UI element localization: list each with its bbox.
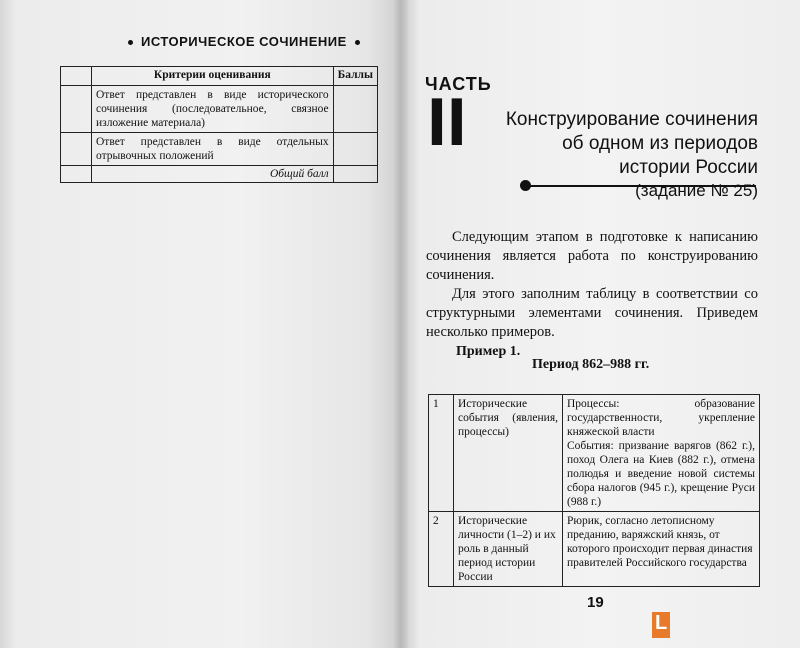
row-number: 1: [429, 395, 454, 512]
example-label: Пример 1.: [456, 344, 521, 359]
criteria-cell: Ответ представлен в виде отдельных отрывочных положений: [92, 133, 334, 166]
book-spine: [394, 0, 408, 648]
num-cell: [61, 166, 92, 183]
paragraph-1: Следующим этапом в подготовке к написанию сочинения является работа по конструированию сочинения.: [426, 229, 758, 283]
page-number: 19: [587, 594, 604, 611]
row-label: Исторические личности (1–2) и их роль в данный период истории России: [454, 512, 563, 587]
bullet-icon: [355, 40, 360, 45]
table-row: [61, 86, 378, 133]
score-cell: [333, 86, 377, 133]
header-num-cell: [61, 67, 92, 86]
chapter-title: Конструирование сочинения об одном из периодов истории России: [505, 109, 758, 178]
part-numeral: II: [427, 84, 467, 160]
row-number: 2: [429, 512, 454, 587]
part-word: ЧАСТЬ: [425, 74, 492, 94]
header-score: Баллы: [333, 67, 377, 86]
table-row: [429, 395, 760, 512]
logo-glyph: L: [655, 612, 668, 634]
total-label: Общий балл: [92, 166, 334, 183]
bullet-icon: [128, 40, 133, 45]
task-note: (задание № 25): [635, 181, 758, 200]
score-cell: [333, 166, 377, 183]
num-cell: [61, 86, 92, 133]
table-total-row: [61, 166, 378, 183]
num-cell: [61, 133, 92, 166]
header-criteria: Критерии оценивания: [92, 67, 334, 86]
criteria-table: [60, 66, 378, 183]
period-label: Период 862–988 гг.: [532, 357, 650, 372]
score-cell: [333, 133, 377, 166]
table-header-row: [61, 67, 378, 86]
example-table: [428, 394, 760, 587]
row-content: Процессы: образование государственности, укрепление княжеской власти События: призвание варягов (862 г.), поход Олега на Киев (882 г.), отмена полюдья и введение новой системы сбора налогов (945 г.), крещение Руси (988 г.): [563, 395, 760, 512]
paragraph-2: Для этого заполним таблицу в соответствии со структурными элементами сочинения. Приведем несколько примеров.: [426, 286, 758, 340]
row-label: Исторические события (явления, процессы): [454, 395, 563, 512]
criteria-cell: Ответ представлен в виде исторического сочинения (последовательное, связное изложение материала): [92, 86, 334, 133]
row-content: Рюрик, согласно летописному преданию, варяжский князь, от которого происходит первая династия правителей Российского государства: [563, 512, 760, 587]
table-row: [429, 512, 760, 587]
table-row: [61, 133, 378, 166]
running-head: ИСТОРИЧЕСКОЕ СОЧИНЕНИЕ: [120, 34, 368, 49]
